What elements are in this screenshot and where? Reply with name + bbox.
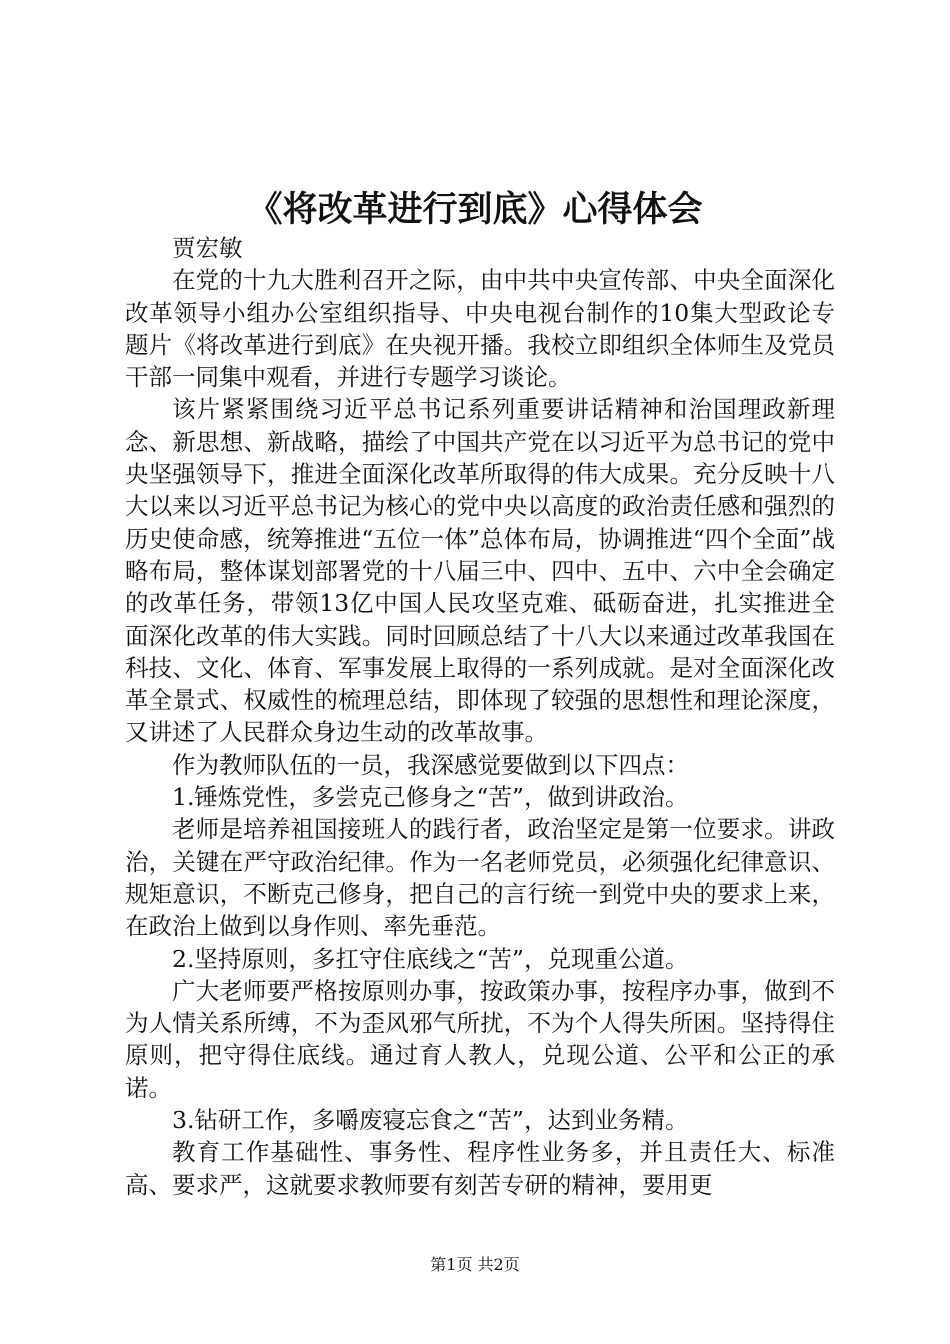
paragraph: 老师是培养祖国接班人的践行者，政治坚定是第一位要求。讲政治，关键在严守政治纪律。作为一名老师党员，必须强化纪律意识、规矩意识，不断克己修身，把自己的言行统一到党中央的要求上来，在政治上做到以身作则、率先垂范。	[125, 815, 835, 941]
paragraph: 该片紧紧围绕习近平总书记系列重要讲话精神和治国理政新理念、新思想、新战略，描绘了中国共产党在以习近平为总书记的党中央坚强领导下，推进全面深化改革所取得的伟大成果。充分反映十八大以来以习近平总书记为核心的党中央以高度的政治责任感和强烈的历史使命感，统筹推进“五位一体”总体布局，协调推进“四个全面”战略布局，整体谋划部署党的十八届三中、四中、五中、六中全会确定的改革任务，带领13亿中国人民攻坚克难、砥砺奋进，扎实推进全面深化改革的伟大实践。同时回顾总结了十八大以来通过改革我国在科技、文化、体育、军事发展上取得的一系列成就。是对全面深化改革全景式、权威性的梳理总结，即体现了较强的思想性和理论深度，又讲述了人民群众身边生动的改革故事。	[125, 395, 835, 747]
page-footer: 第1页 共2页	[430, 1255, 520, 1274]
paragraph: 广大老师要严格按原则办事，按政策办事，按程序办事，做到不为人情关系所缚，不为歪风邪气所扰，不为个人得失所困。坚持得住原则，把守得住底线。通过育人教人，兑现公道、公平和公正的承诺。	[125, 976, 835, 1102]
paragraph: 教育工作基础性、事务性、程序性业务多，并且责任大、标准高、要求严，这就要求教师要有刻苦专研的精神，要用更	[125, 1138, 835, 1199]
section-heading: 3.钻研工作，多嚼废寝忘食之“苦”，达到业务精。	[172, 1106, 689, 1135]
author-line: 贾宏敏	[172, 234, 243, 262]
section-heading: 2.坚持原则，多扛守住底线之“苦”，兑现重公道。	[172, 944, 689, 973]
section-heading: 1.锤炼党性，多尝克己修身之“苦”，做到讲政治。	[172, 783, 689, 812]
document-body	[125, 232, 835, 1201]
paragraph: 作为教师队伍的一员，我深感觉要做到以下四点：	[172, 750, 689, 779]
paragraph: 在党的十九大胜利召开之际，由中共中央宣传部、中央全面深化改革领导小组办公室组织指导、中央电视台制作的10集大型政论专题片《将改革进行到底》在央视开播。我校立即组织全体师生及党员干部一同集中观看，并进行专题学习谈论。	[125, 266, 835, 392]
document-title: 《将改革进行到底》心得体会	[247, 189, 703, 230]
